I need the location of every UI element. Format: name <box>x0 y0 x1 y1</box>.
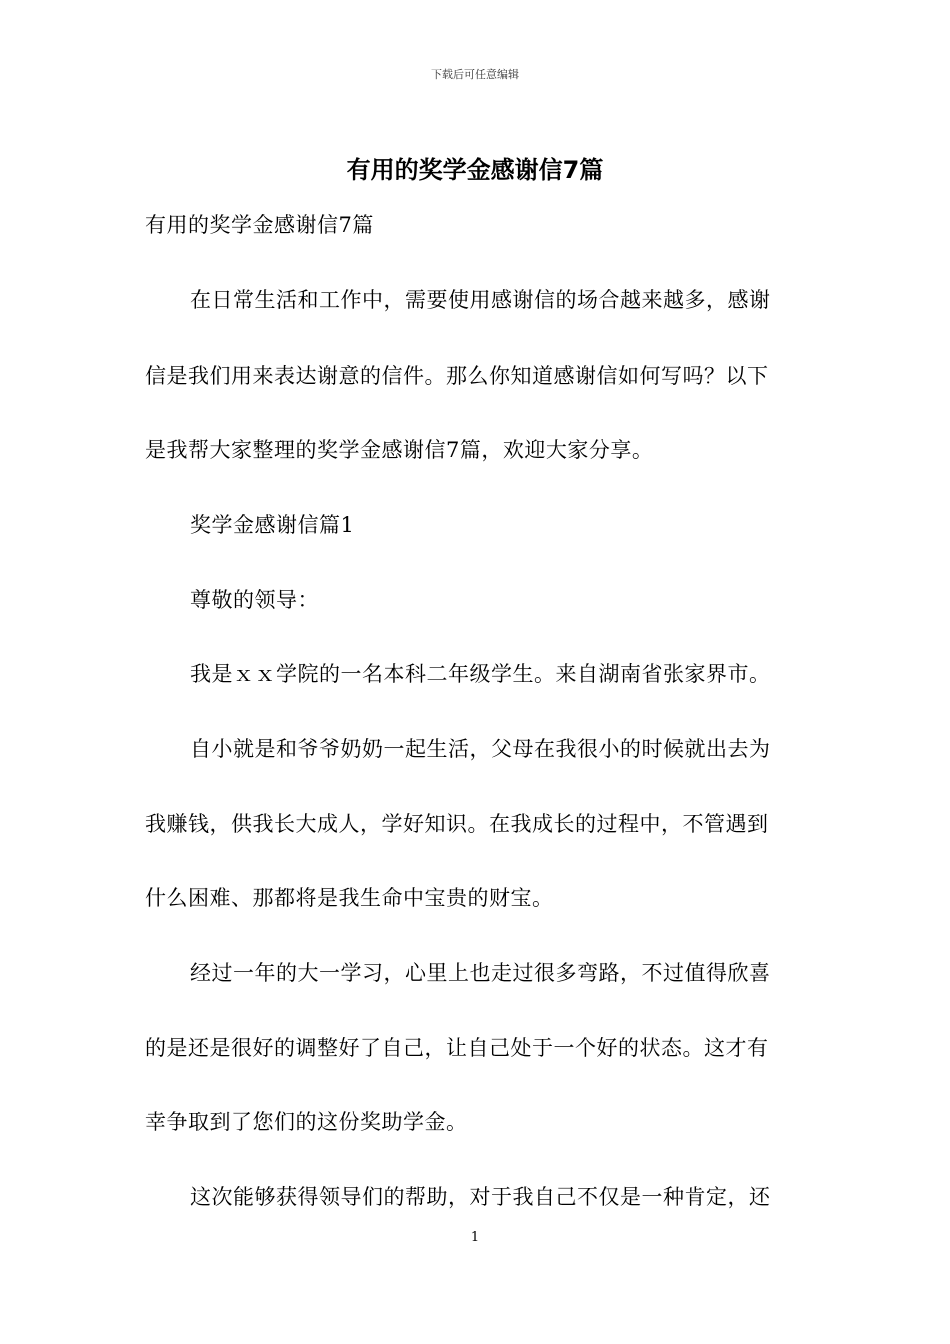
paragraph-line: 什么困难、那都将是我生命中宝贵的财宝。 <box>145 886 554 910</box>
paragraph-line: 自小就是和爷爷奶奶一起生活，父母在我很小的时候就出去为 <box>190 737 771 761</box>
paragraph-line: 我赚钱，供我长大成人，学好知识。在我成长的过程中，不管遇到 <box>145 812 769 836</box>
subtitle-line: 有用的奖学金感谢信7篇 <box>145 213 374 237</box>
paragraph-line: 在日常生活和工作中，需要使用感谢信的场合越来越多，感谢 <box>190 288 771 312</box>
header-note: 下载后可任意编辑 <box>431 68 519 81</box>
document-title: 有用的奖学金感谢信7篇 <box>346 156 604 184</box>
paragraph-line: 这次能够获得领导们的帮助，对于我自己不仅是一种肯定，还 <box>190 1185 771 1209</box>
paragraph-line: 经过一年的大一学习，心里上也走过很多弯路，不过值得欣喜 <box>190 961 771 985</box>
paragraph-line: 的是还是很好的调整好了自己，让自己处于一个好的状态。这才有 <box>145 1036 769 1060</box>
paragraph-line: 信是我们用来表达谢意的信件。那么你知道感谢信如何写吗？以下 <box>145 364 769 388</box>
paragraph-line: 我是ｘｘ学院的一名本科二年级学生。来自湖南省张家界市。 <box>190 662 771 686</box>
salutation: 尊敬的领导： <box>190 588 319 612</box>
paragraph-line: 幸争取到了您们的这份奖助学金。 <box>145 1110 468 1134</box>
page-number: 1 <box>470 1230 480 1245</box>
paragraph-line: 是我帮大家整理的奖学金感谢信7篇，欢迎大家分享。 <box>145 438 654 462</box>
section-heading: 奖学金感谢信篇1 <box>190 513 355 537</box>
